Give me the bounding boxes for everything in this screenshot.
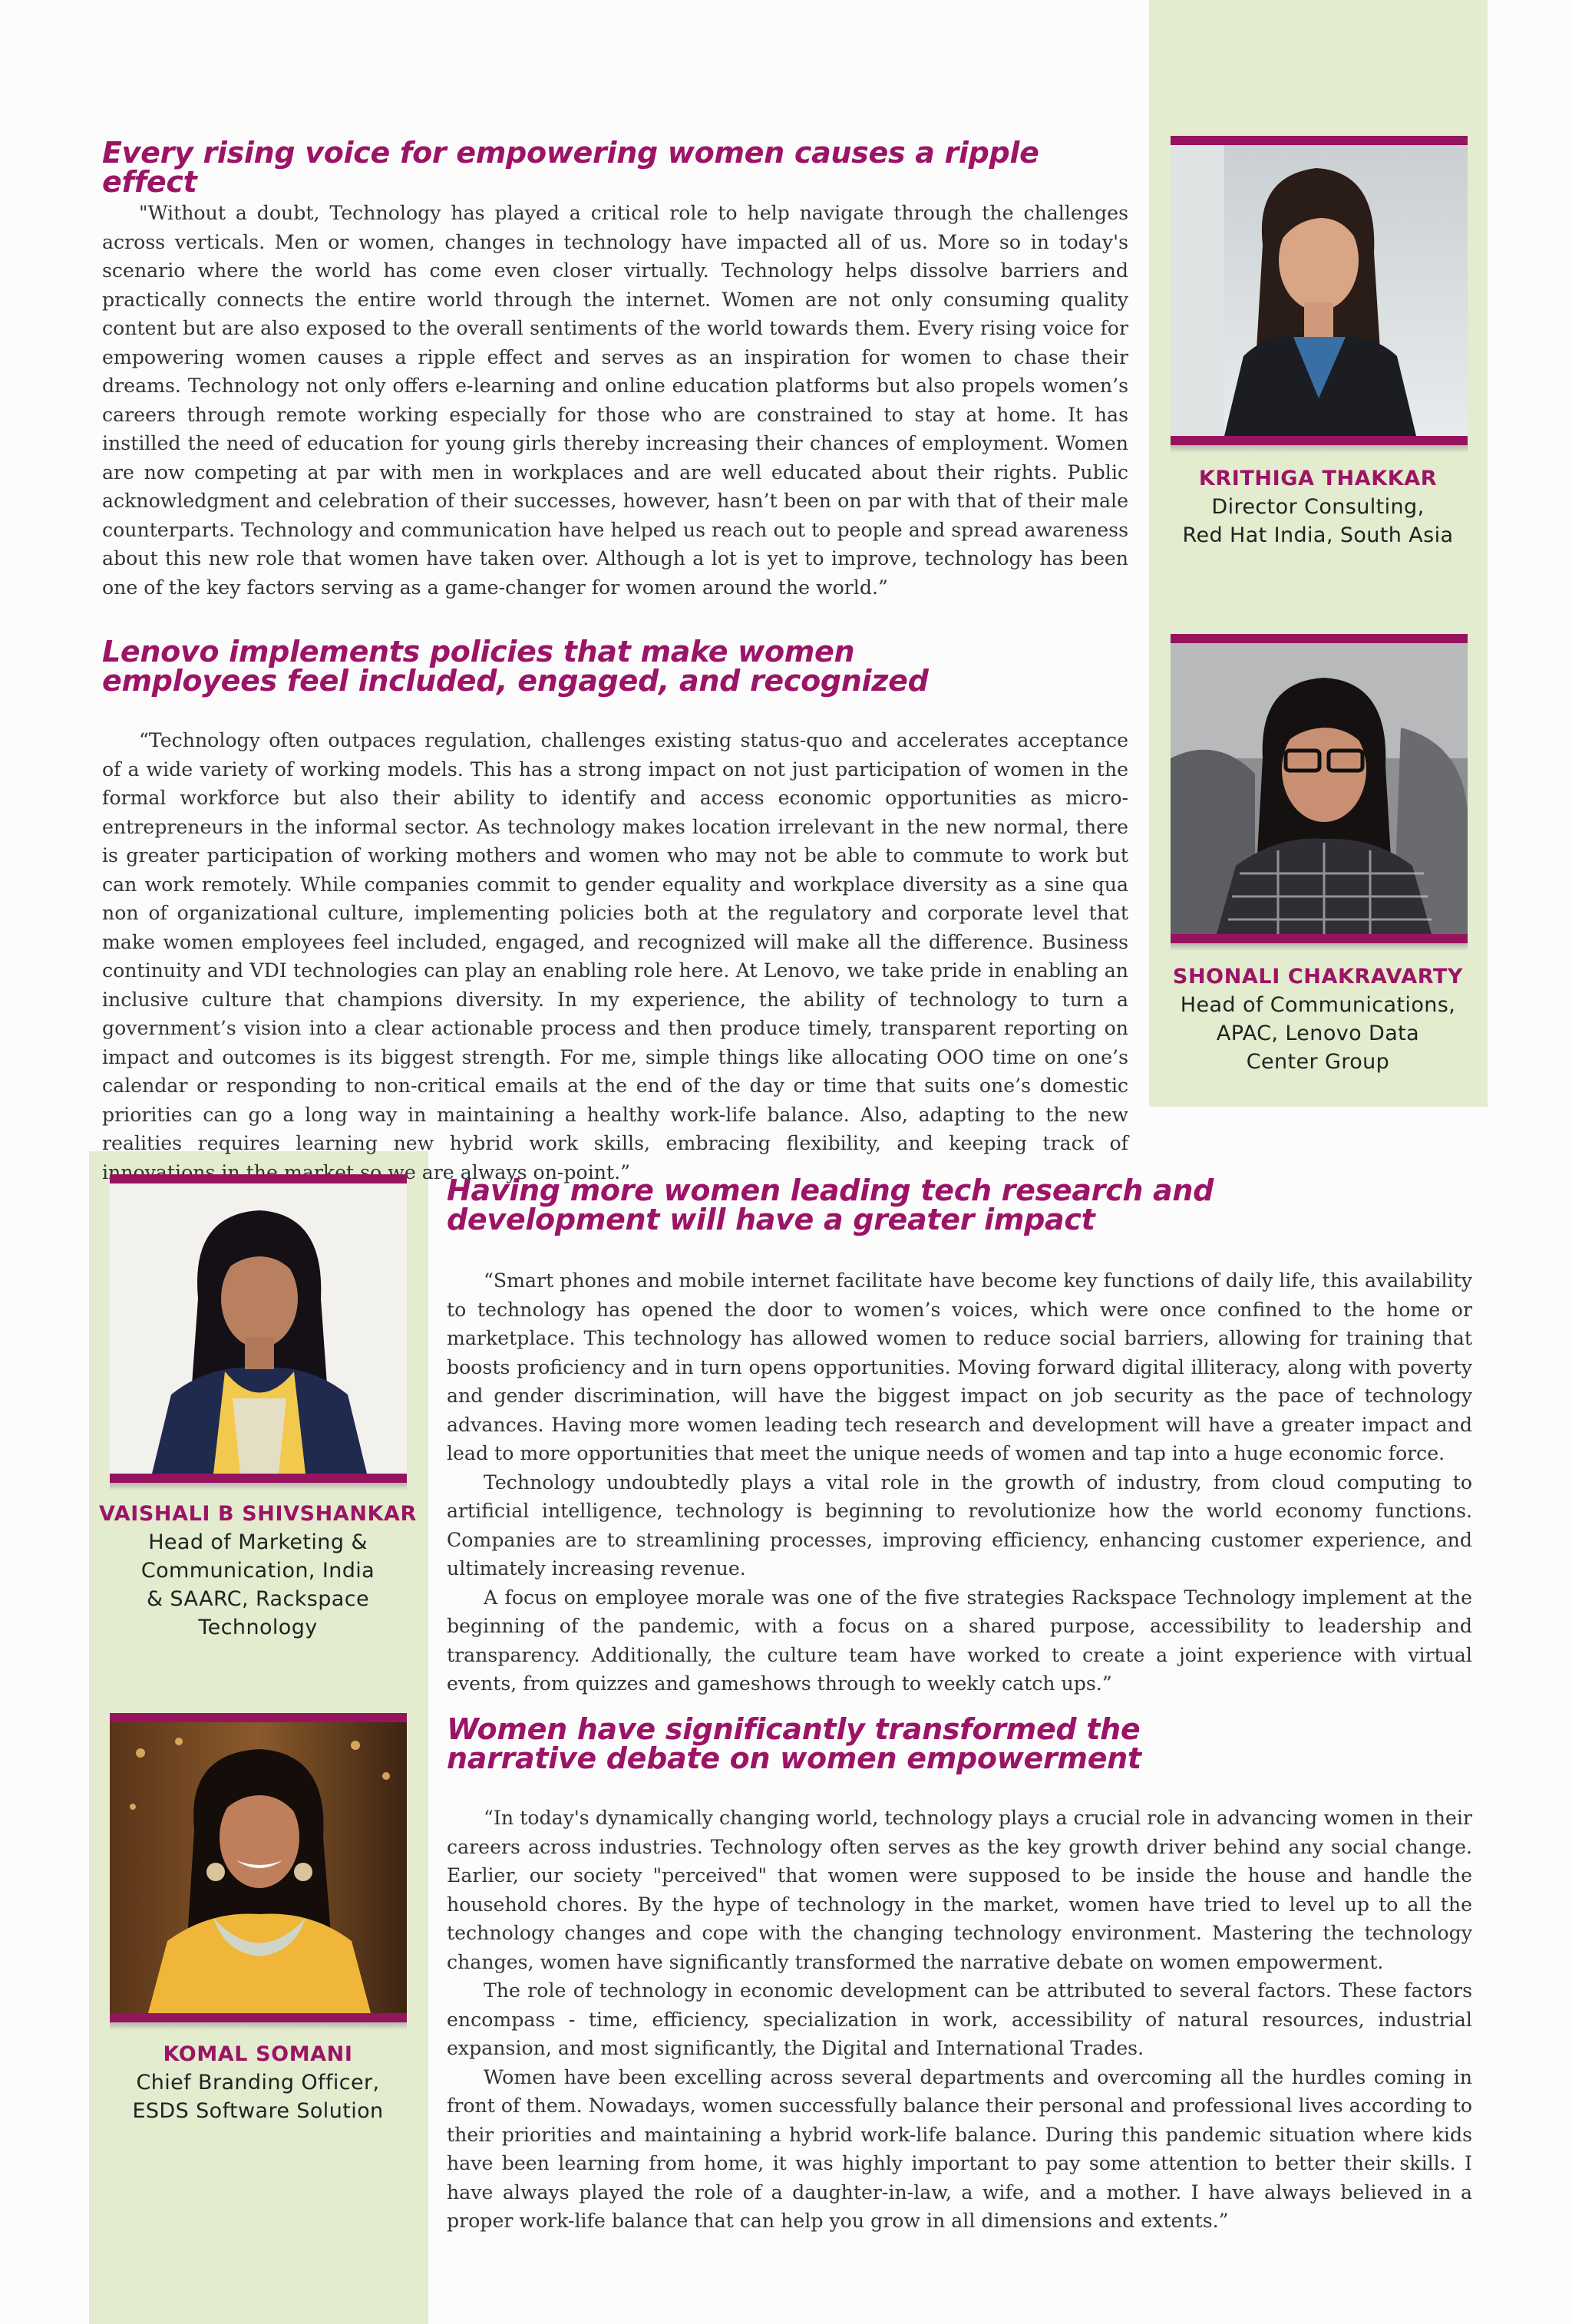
komal-somani-photo <box>110 1713 407 2022</box>
article-2-body <box>102 726 1128 1187</box>
article-3-body <box>447 1266 1472 1698</box>
photo-shadow <box>110 2022 407 2030</box>
article-paragraph: The role of technology in economic development can be attributed to several factors. These factors encompass - time, efficiency, specialization in work, accessibility of natural resources, industrial expansion, and most significantly, the Digital and International Trades. <box>447 1979 1472 2059</box>
headline-line: development will have a greater impact <box>447 1203 1095 1236</box>
portrait-image <box>110 1722 407 2013</box>
person-role-line: & SAARC, Rackspace <box>146 1587 369 1611</box>
person-role-line: Center Group <box>1246 1050 1390 1074</box>
person-role-line: Red Hat India, South Asia <box>1182 523 1454 547</box>
article-1-headline <box>102 136 1131 199</box>
person-role-line: Communication, India <box>140 1559 375 1583</box>
shonali-chakravarty-photo <box>1171 634 1468 943</box>
photo-shadow <box>1171 445 1468 453</box>
person-role-line: ESDS Software Solution <box>132 2099 384 2123</box>
krithiga-thakkar-caption <box>1153 464 1483 550</box>
article-4-headline <box>447 1712 1475 1775</box>
portrait-image <box>1171 145 1468 436</box>
headline-line: Every rising voice for empowering women causes a ripple effect <box>102 136 1039 199</box>
article-paragraph: “In today's dynamically changing world, technology plays a crucial role in advancing women in their careers across industries. Technology often serves as the key growth driver behind any social change. Earlier, our society "perceived" that women were supposed to be inside the house and handle the household chores. By the hype of technology in the market, women have tried to level up to all the technology changes and cope with the changing technology environment. Mastering the technology changes, women have significantly transformed the narrative debate on women empowerment. <box>447 1807 1472 1973</box>
person-role-line: Chief Branding Officer, <box>136 2071 380 2095</box>
article-4-body <box>447 1804 1472 2236</box>
article-paragraph: Technology undoubtedly plays a vital role in the growth of industry, from cloud computing to artificial intelligence, technology is beginning to revolutionize how the world economy functions. Companies are to streamlining processes, improving efficiency, enhancing customer experience, and ultimately increasing revenue. <box>447 1471 1472 1580</box>
headline-line: narrative debate on women empowerment <box>447 1741 1141 1775</box>
vaishali-shivshankar-photo <box>110 1174 407 1483</box>
photo-shadow <box>110 1483 407 1490</box>
person-role-line: APAC, Lenovo Data <box>1216 1022 1420 1045</box>
article-2-headline <box>102 635 1131 698</box>
article-paragraph: A focus on employee morale was one of the five strategies Rackspace Technology implement at the beginning of the pandemic, with a focus on a shared purpose, accessibility to leadership and transparency. Additionally, the culture team have worked to create a joint experience with virtual events, from quizzes and gameshows through to weekly catch ups.” <box>447 1586 1472 1695</box>
krithiga-thakkar-photo <box>1171 136 1468 445</box>
portrait-image <box>110 1183 407 1474</box>
person-role-line: Head of Communications, <box>1180 993 1456 1017</box>
komal-somani-caption <box>93 2040 423 2125</box>
article-paragraph: Women have been excelling across several departments and overcoming all the hurdles coming in front of them. Nowadays, women successfully balance their personal and professional lives according to their priorities and maintaining a hybrid work-life balance. During this pandemic situation where kids have been learning from home, it was highly important to pay some attention to better their skills. I have always played the role of a daughter-in-law, a wife, and a mother. I have always believed in a proper work-life balance that can help you grow in all dimensions and extents.” <box>447 2065 1472 2232</box>
person-name: VAISHALI B SHIVSHANKAR <box>99 1502 417 1526</box>
article-paragraph: “Smart phones and mobile internet facilitate have become key functions of daily life, this availability to technology has opened the door to women’s voices, which were once confined to the home or marketplace. This technology has allowed women to reduce social barriers, allowing for training that boosts proficiency and in turn opens opportunities. Moving forward digital illiteracy, along with poverty and gender discrimination, will have the biggest impact on job security as the pace of technology advances. Having more women leading tech research and development will have a greater impact and lead to more opportunities that meet the unique needs of women and tap into a huge economic force. <box>447 1269 1472 1464</box>
portrait-image <box>1171 643 1468 934</box>
person-name: KRITHIGA THAKKAR <box>1198 467 1438 490</box>
photo-shadow <box>1171 943 1468 951</box>
person-role-line: Head of Marketing & <box>148 1530 368 1554</box>
article-3-headline <box>447 1176 1475 1234</box>
article-paragraph: “Technology often outpaces regulation, challenges existing status-quo and accelerates acceptance of a wide variety of working models. This has a strong impact on not just participation of women in the formal workforce but also their ability to identify and access economic opportunities as micro-entrepreneurs in the informal sector. As technology makes location irrelevant in the new normal, there is greater participation of working mothers and women who may not be able to commute to work but can work remotely. While companies commit to gender equality and workplace diversity as a sine qua non of organizational culture, implementing policies both at the regulatory and corporate level that make women employees feel included, engaged, and recognized will make all the difference. Business continuity and VDI technologies can play an enabling role here. At Lenovo, we take pride in enabling an inclusive culture that champions diversity. In my experience, the ability of technology to turn a government’s vision into a clear actionable process and then produce timely, transparent reporting on impact and outcomes is its biggest strength. For me, simple things like allocating OOO time on one’s calendar or responding to non-critical emails at the end of the day or time that suits one’s domestic priorities can go a long way in maintaining a healthy work-life balance. Also, adapting to the new realities requires learning new hybrid work skills, embracing flexibility, and keeping track of innovations in the market so we are always on-point.” <box>102 729 1128 1183</box>
shonali-chakravarty-caption <box>1153 962 1483 1076</box>
person-name: SHONALI CHAKRAVARTY <box>1172 965 1464 989</box>
article-paragraph: "Without a doubt, Technology has played a critical role to help navigate through the challenges across verticals. Men or women, changes in technology have impacted all of us. More so in today's scenario where the world has come even closer virtually. Technology helps dissolve barriers and practically connects the entire world through the internet. Women are not only consuming quality content but are also exposed to the overall sentiments of the world towards them. Every rising voice for empowering women causes a ripple effect and serves as an inspiration for women to chase their dreams. Technology not only offers e-learning and online education platforms but also propels women’s careers through remote working especially for those who are constrained to stay at home. It has instilled the need of education for young girls thereby increasing their chances of employment. Women are now competing at par with men in workplaces and are well educated about their rights. Public acknowledgment and celebration of their successes, however, hasn’t been on par with that of their male counterparts. Technology and communication have helped us reach out to people and spread awareness about this new role that women have taken over. Although a lot is yet to improve, technology has been one of the key factors serving as a game-changer for women around the world.” <box>102 202 1128 599</box>
headline-line: Having more women leading tech research and <box>447 1174 1214 1207</box>
headline-line: Lenovo implements policies that make women <box>102 635 855 668</box>
vaishali-shivshankar-caption <box>93 1500 423 1642</box>
person-name: KOMAL SOMANI <box>163 2042 353 2066</box>
headline-line: Women have significantly transformed the <box>447 1712 1141 1746</box>
headline-line: employees feel included, engaged, and recognized <box>102 664 929 698</box>
person-role-line: Director Consulting, <box>1211 495 1425 519</box>
article-1-body <box>102 199 1128 602</box>
person-role-line: Technology <box>198 1616 318 1639</box>
